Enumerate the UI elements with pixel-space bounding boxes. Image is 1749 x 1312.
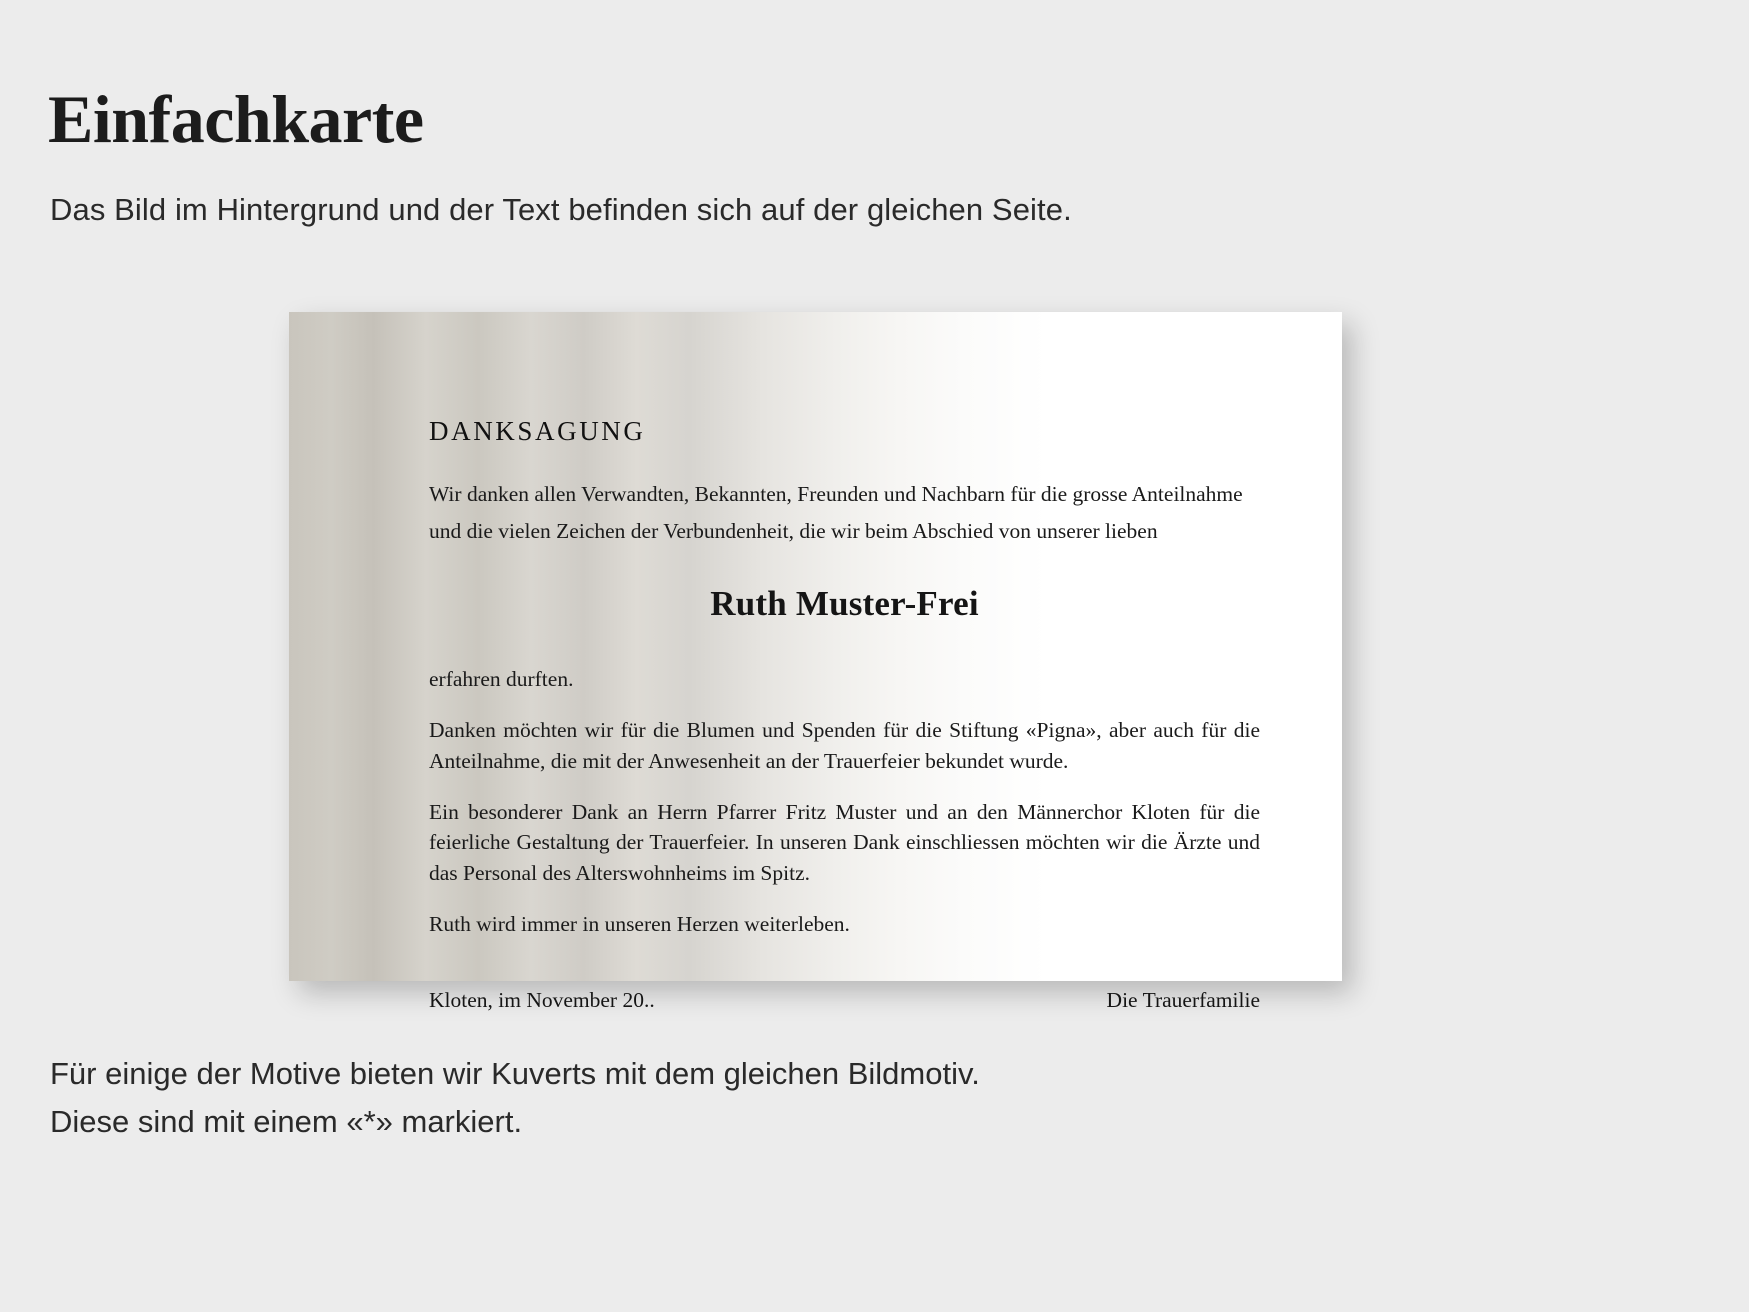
page-subtitle: Das Bild im Hintergrund und der Text befinden sich auf der gleichen Seite. <box>50 192 1072 227</box>
card-intro-line-2: und die vielen Zeichen der Verbundenheit, die wir beim Abschied von unserer lieben <box>429 518 1158 543</box>
card-paragraph-3: Ein besonderer Dank an Herrn Pfarrer Fritz Muster und an den Männerchor Kloten für die feierliche Gestaltung der Trauerfeier. In unseren Dank einschliessen möchten wir die Ärzte und das Personal des Alterswohnheims im Spitz. <box>429 799 1260 886</box>
card-signature-row <box>429 988 1260 1013</box>
page-title: Einfachkarte <box>48 80 424 157</box>
card-content <box>289 312 1342 1012</box>
page-footnote <box>50 1050 980 1146</box>
deceased-name: Ruth Muster-Frei <box>710 584 979 624</box>
card-place-date: Kloten, im November 20.. <box>429 987 655 1012</box>
card-signature: Die Trauerfamilie <box>1106 987 1260 1012</box>
card-preview <box>289 312 1342 1012</box>
footnote-line-1: Für einige der Motive bieten wir Kuverts mit dem gleichen Bildmotiv. <box>50 1056 980 1091</box>
card-heading: DANKSAGUNG <box>429 416 646 446</box>
card-intro-line-1: Wir danken allen Verwandten, Bekannten, Freunden und Nachbarn für die grosse Anteilnahme <box>429 482 1243 506</box>
footnote-line-2: Diese sind mit einem «*» markiert. <box>50 1104 523 1140</box>
card-after-name: erfahren durften. <box>429 667 574 692</box>
card-paragraph-2: Danken möchten wir für die Blumen und Spenden für die Stiftung «Pigna», aber auch für die Anteilnahme, die mit der Anwesenheit an der Trauerfeier bekundet wurde. <box>429 718 1260 773</box>
card-paragraph-4: Ruth wird immer in unseren Herzen weiterleben. <box>429 911 850 936</box>
